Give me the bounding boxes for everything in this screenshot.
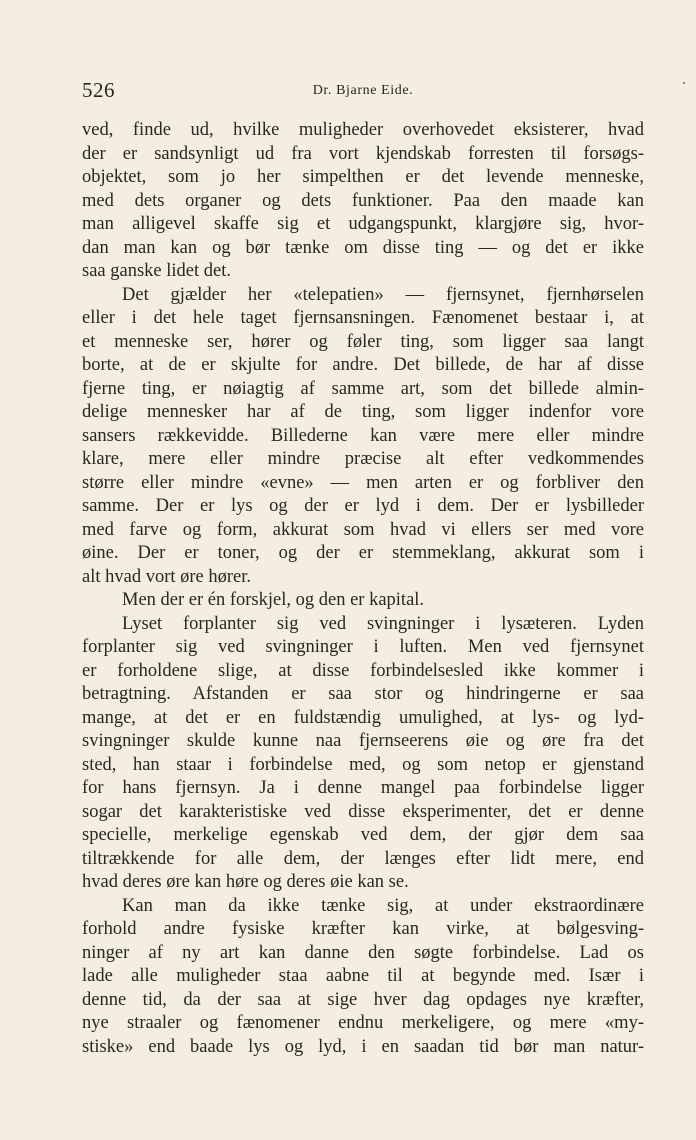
text-line: svingninger skulde kunne naa fjernseerens øie og øre fra det [82,731,644,751]
text-line: øine. Der er toner, og der er stemmeklang, akkurat som i [82,543,644,563]
text-line: sted, han staar i forbindelse med, og som netop er gjenstand [82,754,644,775]
text-line: med dets organer og dets funktioner. Paa den maade kan [82,190,644,211]
text-line: forplanter sig ved svingninger i luften. Men ved fjernsynet [82,637,644,657]
text-line: hvad deres øre kan høre og deres øie kan se. [82,872,409,892]
text-line: sansers rækkevidde. Billederne kan være mere eller mindre [82,425,644,446]
text-line: alt hvad vort øre hører. [82,566,252,587]
text-line: specielle, merkelige egenskab ved dem, der gjør dem saa [82,825,644,845]
text-line: med farve og form, akkurat som hvad vi ellers ser med vore [82,519,644,540]
text-line: sogar det karakteristiske ved disse eksperimenter, det er denne [82,801,644,822]
text-line: lade alle muligheder staa aabne til at begynde med. Især i [82,966,644,986]
text-line: eller i det hele taget fjernsansningen. Fænomenet bestaar i, at [82,308,644,328]
text-line: et menneske ser, hører og føler ting, som ligger saa langt [82,331,644,352]
text-line: Men der er én forskjel, og den er kapital. [122,590,425,610]
text-line: Kan man da ikke tænke sig, at under ekstraordinære [122,895,644,916]
text-line: borte, at de er skjulte for andre. Det billede, de har af disse [82,355,644,375]
text-line: Lyset forplanter sig ved svingninger i lysæteren. Lyden [122,613,644,634]
text-line: objektet, som jo her simpelthen er det levende menneske, [82,167,644,187]
text-line: er forholdene slige, at disse forbindelsesled ikke kommer i [82,660,644,681]
text-line: der er sandsynligt ud fra vort kjendskab forresten til forsøgs- [82,143,644,164]
text-line: tiltrækkende for alle dem, der længes efter lidt mere, end [82,848,644,869]
text-line: betragtning. Afstanden er saa stor og hindringerne er saa [82,684,644,704]
text-line: større eller mindre «evne» — men arten er og forbliver den [82,472,644,493]
text-line: samme. Der er lys og der er lyd i dem. Der er lysbilleder [82,496,644,516]
text-line: forhold andre fysiske kræfter kan virke, at bølgesving- [82,919,644,939]
page-header [82,78,644,104]
text-line: mange, at det er en fuldstændig umulighed, at lys- og lyd- [82,707,644,728]
text-line: delige mennesker har af de ting, som ligger indenfor vore [82,402,644,422]
text-line: for hans fjernsyn. Ja i denne mangel paa forbindelse ligger [82,778,644,798]
text-line: ved, finde ud, hvilke muligheder overhovedet eksisterer, hvad [82,120,644,140]
text-line: denne tid, da der saa at sige hver dag opdages nye kræfter, [82,989,644,1010]
text-line: Det gjælder her «telepatien» — fjernsynet, fjernhørselen [122,284,644,305]
text-line: saa ganske lidet det. [82,261,231,281]
text-line: klare, mere eller mindre præcise alt efter vedkommendes [82,449,644,469]
text-line: ninger af ny art kan danne den søgte forbindelse. Lad os [82,942,644,963]
text-line: nye straaler og fænomener endnu merkeligere, og mere «my- [82,1013,644,1033]
text-line: fjerne ting, er nøiagtig af samme art, som det billede almin- [82,378,644,399]
text-line: stiske» end baade lys og lyd, i en saadan tid bør man natur- [82,1036,644,1057]
text-line: dan man kan og bør tænke om disse ting — og det er ikke [82,237,644,258]
running-head: Dr. Bjarne Eide. [312,83,414,98]
page-number: 526 [82,78,115,102]
body-text [82,119,644,1059]
margin-speck [683,82,685,84]
text-line: man alligevel skaffe sig et udgangspunkt, klargjøre sig, hvor- [82,214,644,234]
